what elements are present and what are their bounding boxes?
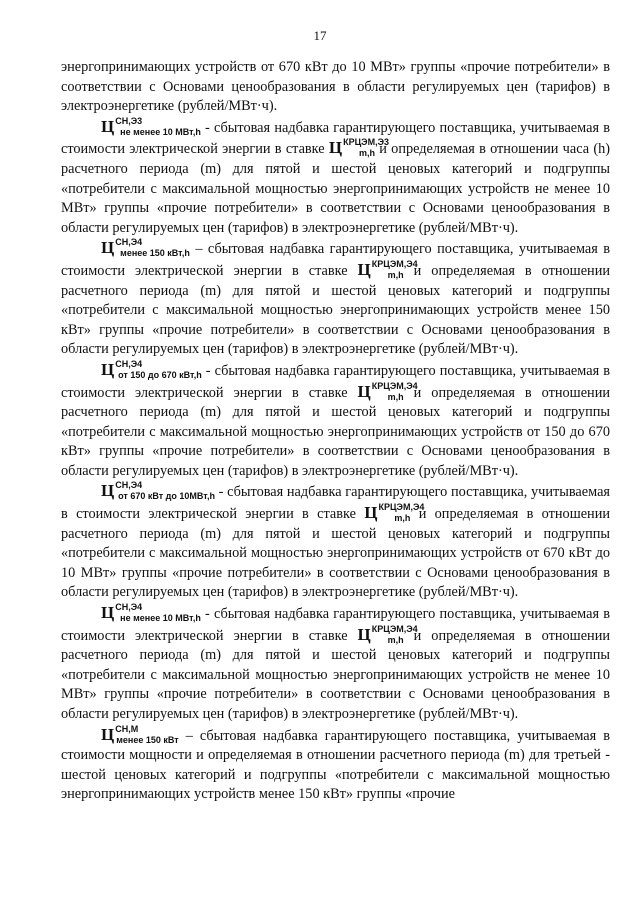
rate-symbol (357, 380, 418, 402)
symbol-letter: Ц (101, 359, 115, 379)
definition-text-end: и определяемая в отношении расчетного периода (m) для пятой и шестой ценовых категорий и подгруппы «потребители с максимальной мощностью энергопринимающих устройств не менее 10 МВт» группы «прочие потребители» в соответствии с Основами ценообразования в области регулируемых цен (тарифов) в электроэнергетике (рублей/МВт·ч). (61, 627, 610, 722)
symbol-superscript: СН,Э3 (115, 115, 143, 126)
rate-subscript: m,h (359, 148, 376, 159)
definition-2 (61, 238, 610, 360)
symbol-superscript: СН,Э4 (115, 602, 143, 613)
definition-text-end: и определяемая в отношении расчетного периода (m) для пятой и шестой ценовых категорий и подгруппы «потребители с максимальной мощностью энергопринимающих устройств от 150 до 670 кВт» группы «прочие потребители» в соответствии с Основами ценообразования в области регулируемых цен (тарифов) в электроэнергетике (рублей/МВт·ч). (61, 384, 610, 479)
rate-subscript: m,h (387, 634, 404, 645)
symbol-letter: Ц (101, 116, 115, 136)
symbol-subscript: не менее 10 МВт,h (120, 126, 201, 137)
definition-5 (61, 603, 610, 725)
symbol-letter: Ц (101, 724, 115, 744)
symbol-subscript: от 670 кВт до 10МВт,h (118, 491, 215, 502)
symbol-subscript: менее 150 кВт (116, 734, 179, 745)
rate-subscript: m,h (394, 513, 411, 524)
rate-letter: Ц (328, 138, 343, 158)
rate-superscript: КРЦЭМ,Э4 (378, 502, 425, 513)
definition-text-start: - сбытовая надбавка гарантирующего поставщика, учитываемая в стоимости электрической энергии в ставке (61, 119, 610, 158)
symbol-superscript: СН,Э4 (115, 480, 143, 491)
definition-3 (61, 360, 610, 482)
rate-letter: Ц (357, 624, 371, 644)
rate-superscript: КРЦЭМ,Э4 (371, 258, 418, 269)
definition-capacity (61, 725, 610, 805)
symbol-subscript: не менее 10 МВт,h (120, 613, 201, 624)
definition-text-start: - сбытовая надбавка гарантирующего поставщика, учитываемая в стоимости электрической энергии в ставке (61, 362, 610, 401)
symbol-letter: Ц (101, 603, 115, 623)
intro-paragraph: энергопринимающих устройств от 670 кВт до 10 МВт» группы «прочие потребители» в соответствии с Основами ценообразования в области регулируемых цен (тарифов) в электроэнергетике (рублей/МВт·ч). (61, 59, 610, 115)
symbol-letter: Ц (101, 481, 115, 501)
symbol-subscript: от 150 до 670 кВт,h (118, 369, 202, 380)
symbol-superscript: СН,Э4 (115, 358, 143, 369)
symbol-markup (101, 117, 201, 137)
definition-text-end: и определяемая в отношении расчетного периода (m) для пятой и шестой ценовых категорий и подгруппы «потребители с максимальной мощностью энергопринимающих устройств менее 150 кВт» группы «прочие потребители» в соответствии с Основами ценообразования в области регулируемых цен (тарифов) в электроэнергетике (рублей/МВт·ч). (61, 262, 610, 358)
rate-letter: Ц (357, 259, 371, 279)
rate-symbol (328, 137, 389, 159)
symbol-markup (101, 725, 179, 745)
symbol-markup (101, 238, 190, 258)
symbol-superscript: СН,М (115, 723, 139, 734)
definition-1 (61, 117, 610, 239)
symbol-markup (101, 481, 215, 501)
definition-4 (61, 481, 610, 603)
rate-symbol (357, 258, 418, 280)
definition-text-start: - сбытовая надбавка гарантирующего поставщика, учитываемая в стоимости электрической энергии в ставке (61, 484, 610, 523)
symbol-superscript: СН,Э4 (115, 237, 143, 248)
rate-superscript: КРЦЭМ,Э4 (371, 380, 418, 391)
document-body (61, 58, 610, 805)
symbol-markup (101, 603, 201, 623)
rate-superscript: КРЦЭМ,Э3 (343, 137, 389, 148)
symbol-letter: Ц (101, 238, 115, 258)
rate-subscript: m,h (387, 391, 404, 402)
rate-letter: Ц (357, 381, 371, 401)
rate-letter: Ц (364, 503, 378, 523)
rate-subscript: m,h (387, 269, 404, 280)
definition-text-start: - сбытовая надбавка гарантирующего поставщика, учитываемая в стоимости электрической энергии в ставке (61, 606, 610, 644)
definition-text-end: и определяемая в отношении расчетного периода (m) для пятой и шестой ценовых категорий и подгруппы «потребители с максимальной мощностью энергопринимающих устройств от 670 кВт до 10 МВт» группы «прочие потребители» в соответствии с Основами ценообразования в области регулируемых цен (тарифов) в электроэнергетике (рублей/МВт·ч). (61, 506, 610, 601)
rate-symbol (357, 623, 418, 645)
page-number: 17 (313, 28, 327, 43)
definition-text-start: – сбытовая надбавка гарантирующего поставщика, учитываемая в стоимости электрической энергии в ставке (61, 241, 610, 279)
definition-text: – сбытовая надбавка гарантирующего поставщика, учитываемая в стоимости мощности и определяемая в отношении расчетного периода (m) для третьей - шестой ценовых категорий и подгруппы «потребители с максимальной мощностью энергопринимающих устройств менее 150 кВт» группы «прочие (61, 727, 610, 803)
symbol-subscript: менее 150 кВт,h (120, 248, 190, 259)
definition-text-end: и определяемая в отношении часа (h) расчетного периода (m) для пятой и шестой ценовых категорий и подгруппы «потребители с максимальной мощностью энергопринимающих устройств не менее 10 МВт» группы «прочие потребители» в соответствии с Основами ценообразования в области регулируемых цен (тарифов) в электроэнергетике (рублей/МВт·ч). (61, 141, 610, 236)
symbol-markup (101, 360, 202, 380)
rate-superscript: КРЦЭМ,Э4 (371, 623, 418, 634)
rate-symbol (364, 502, 425, 524)
